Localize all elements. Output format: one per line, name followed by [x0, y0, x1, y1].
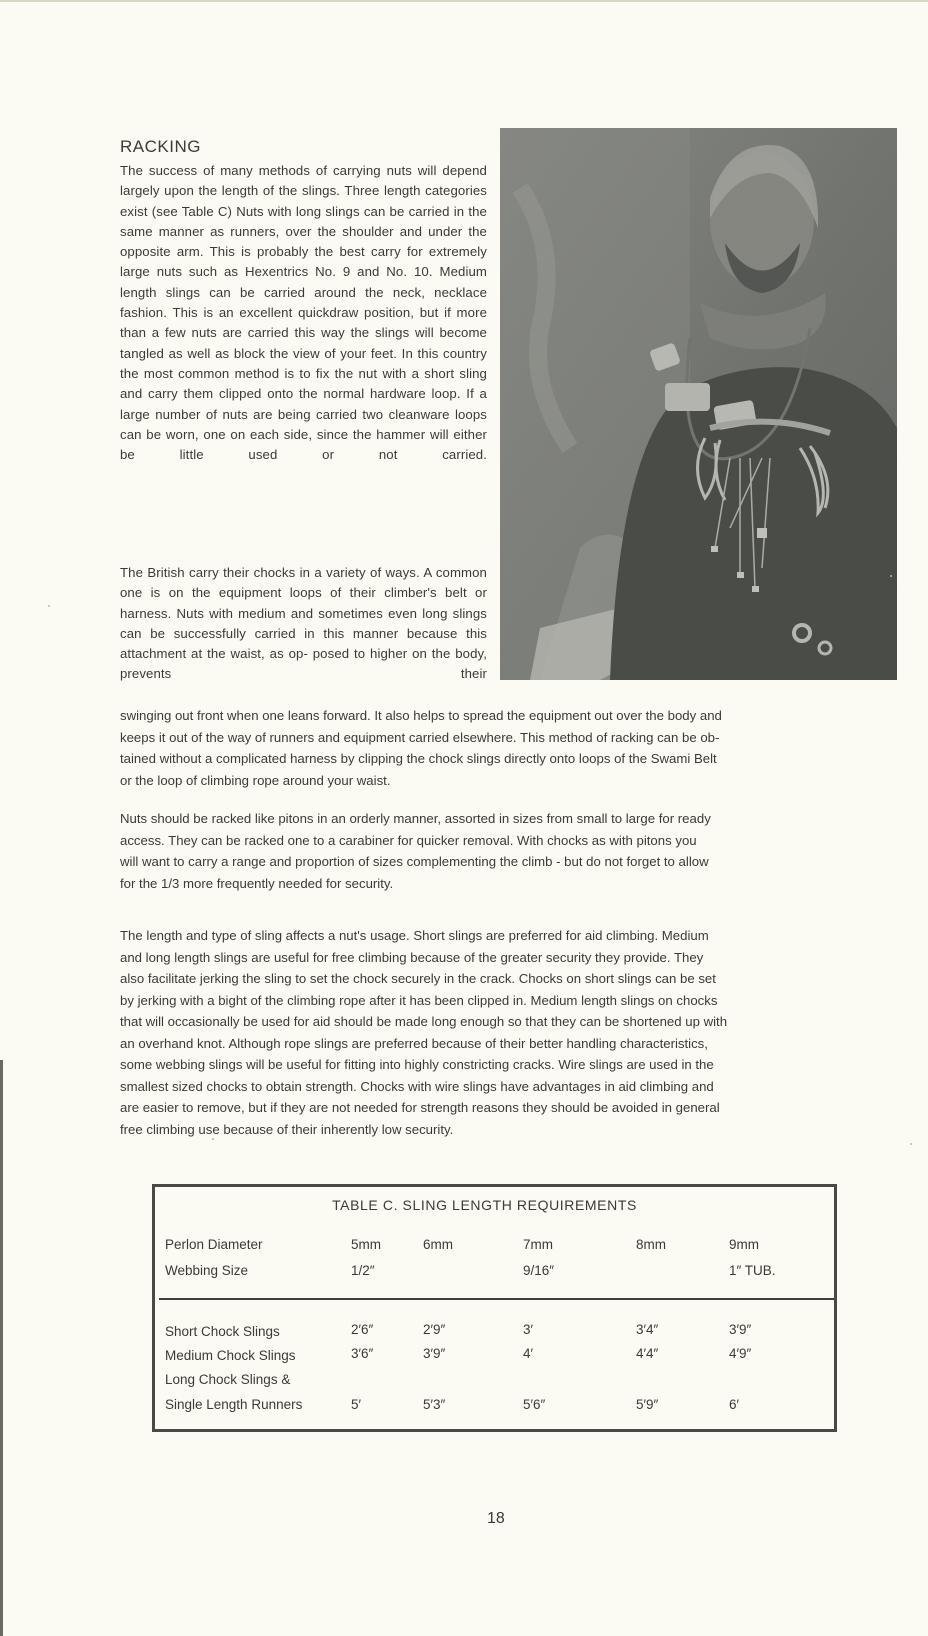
- table-title: TABLE C. SLING LENGTH REQUIREMENTS: [332, 1197, 637, 1213]
- table-row-label: Webbing Size: [165, 1263, 249, 1278]
- table-cell: 4′9″: [729, 1346, 752, 1361]
- text-line: by jerking with a bight of the climbing rope after it has been clipped in. Medium length slings on chocks: [120, 992, 718, 1008]
- text-line: are easier to remove, but if they are not needed for strength reasons they should be avoided in general: [120, 1100, 720, 1115]
- text-line: access. They can be racked one to a carabiner for quicker removal. With chocks as with pitons you: [120, 832, 697, 848]
- table-cell: 3′9″: [423, 1346, 446, 1361]
- text-line: also facilitate jerking the sling to set the chock securely in the crack. Chocks on short slings can be set: [120, 971, 716, 986]
- table-cell: 6′: [729, 1397, 740, 1412]
- sling-length-table: [152, 1184, 837, 1432]
- table-divider: [159, 1298, 834, 1300]
- text-line: Nuts should be racked like pitons in an orderly manner, assorted in sizes from small to large for ready: [120, 811, 711, 826]
- paper-speck: [212, 1138, 214, 1140]
- table-cell: 3′9″: [729, 1322, 752, 1337]
- table-cell: 5′3″: [423, 1397, 446, 1412]
- paragraph-british-carry-continued: [120, 705, 884, 791]
- table-cell: 3′: [523, 1322, 534, 1337]
- table-cell: 9/16″: [523, 1263, 555, 1278]
- page-number: 18: [487, 1510, 505, 1527]
- table-cell: 7mm: [523, 1237, 553, 1252]
- table-row-label: Short Chock Slings: [165, 1324, 280, 1339]
- paragraph-british-carry: The British carry their chocks in a variety of ways. A common one is on the equipment loops of their climber's belt or harness. Nuts with medium and sometimes even long slings can be successfully carried in this manner because this attachment at the waist, as op- posed to higher on the body, prevents their: [120, 565, 487, 682]
- paragraph-sling-types: [120, 925, 884, 1140]
- text-line: an overhand knot. Although rope slings are preferred because of their better handling characteristics,: [120, 1035, 708, 1051]
- table-cell: 5mm: [351, 1237, 381, 1252]
- table-cell: 5′: [351, 1397, 362, 1412]
- table-cell: 3′6″: [351, 1346, 374, 1361]
- paragraph-racking-order: [120, 808, 884, 894]
- table-cell: 6mm: [423, 1237, 453, 1252]
- table-cell: 4′4″: [636, 1346, 659, 1361]
- climber-photo: [500, 128, 897, 680]
- table-cell: 8mm: [636, 1237, 666, 1252]
- table-cell: 3′4″: [636, 1322, 659, 1337]
- table-cell: 5′6″: [523, 1397, 546, 1412]
- table-row-label: Medium Chock Slings: [165, 1348, 296, 1363]
- climber-photo-graphic: [500, 128, 897, 680]
- page-top-edge: [0, 0, 928, 2]
- text-line: keeps it out of the way of runners and equipment carried elsewhere. This method of racking can be ob-: [120, 729, 720, 745]
- table-cell: 1/2″: [351, 1263, 375, 1278]
- section-heading: RACKING: [120, 137, 201, 156]
- table-row-label: Long Chock Slings &: [165, 1372, 291, 1387]
- paper-speck: [890, 575, 892, 577]
- text-line: some webbing slings will be useful for fitting into highly constricting cracks. Wire slings are used in the: [120, 1057, 714, 1072]
- text-line: smallest sized chocks to obtain strength. Chocks with wire slings have advantages in aid climbing and: [120, 1078, 714, 1094]
- paper-speck: [910, 1143, 912, 1145]
- text-line: free climbing use because of their inherently low security.: [120, 1121, 454, 1137]
- text-line: that will occasionally be used for aid should be made long enough so that they can be shortened up with: [120, 1014, 728, 1029]
- table-row-label: Single Length Runners: [165, 1397, 303, 1412]
- paragraph-racking-intro: The success of many methods of carrying nuts will depend largely upon the length of the slings. Three length categories exist (see Table C) Nuts with long slings can be carried in the same manner as runners, over the shoulder and under the opposite arm. This is probably the best carry for extremely large nuts such as Hexentrics No. 9 and No. 10. Medium length slings can be carried around the neck, necklace fashion. This is an excellent quickdraw position, but if more than a few nuts are carried this way the slings will become tangled as well as block the view of your feet. In this country the most common method is to fix the nut with a short sling and carry them clipped onto the normal hardware loop. If a large number of nuts are being carried two cleanware loops can be worn, one on each side, since the hammer will either be little used or not carried.: [120, 163, 487, 463]
- text-line: tained without a complicated harness by clipping the chock slings directly onto loops of the Swami Belt: [120, 751, 717, 766]
- table-cell: 1″ TUB.: [729, 1263, 776, 1278]
- table-cell: 2′9″: [423, 1322, 446, 1337]
- table-cell: 2′6″: [351, 1322, 374, 1337]
- text-line: The length and type of sling affects a nut's usage. Short slings are preferred for aid climbing. Medium: [120, 928, 709, 943]
- text-line: will want to carry a range and proportion of sizes complementing the climb - but do not forget to allow: [120, 854, 709, 869]
- table-cell: 9mm: [729, 1237, 759, 1252]
- table-cell: 5′9″: [636, 1397, 659, 1412]
- table-row-label: Perlon Diameter: [165, 1237, 263, 1252]
- text-line: or the loop of climbing rope around your waist.: [120, 772, 391, 788]
- text-line: for the 1/3 more frequently needed for security.: [120, 875, 394, 891]
- table-cell: 4′: [523, 1346, 534, 1361]
- text-line: and long length slings are useful for free climbing because of the greater security they provide. They: [120, 949, 704, 965]
- paper-speck: [48, 605, 50, 607]
- page-left-edge: [0, 1060, 3, 1636]
- text-line: swinging out front when one leans forward. It also helps to spread the equipment out over the body and: [120, 708, 722, 723]
